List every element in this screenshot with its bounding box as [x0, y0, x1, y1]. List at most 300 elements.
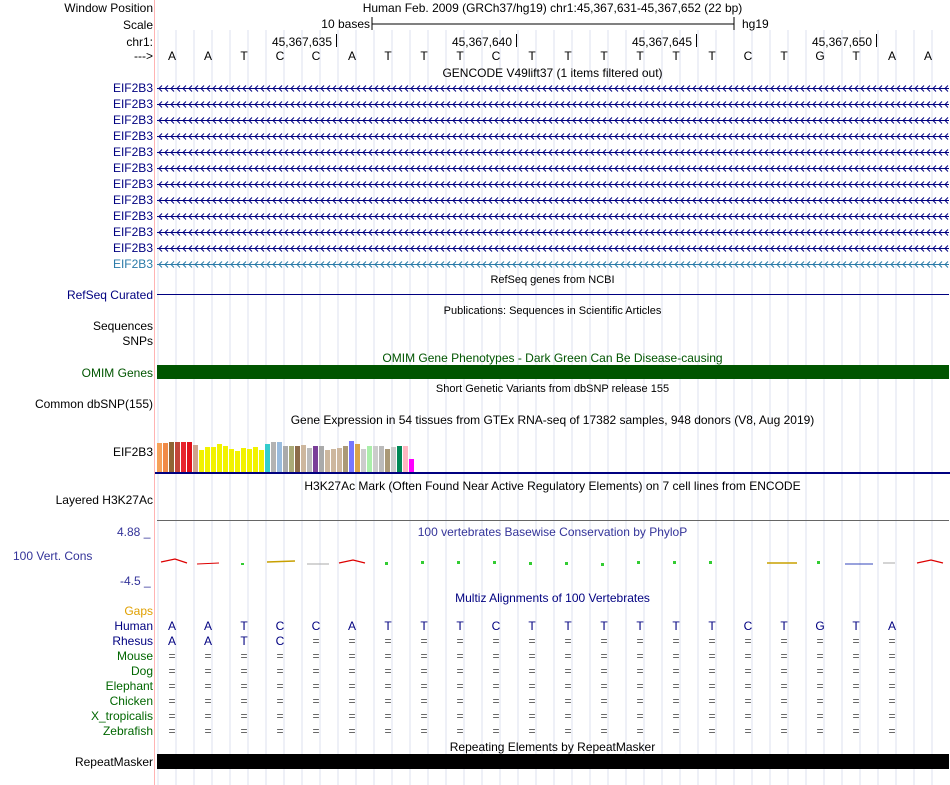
scale-db: hg19 [742, 17, 769, 31]
dbsnp-track-title[interactable]: Short Genetic Variants from dbSNP release 155 [435, 383, 670, 395]
species-label[interactable]: Elephant [105, 679, 153, 693]
alignment-base: = [672, 664, 680, 678]
omim-feature-bar[interactable] [157, 365, 949, 379]
alignment-base: = [420, 634, 428, 648]
scale-text: 10 bases [321, 17, 370, 31]
alignment-base: = [456, 634, 464, 648]
alignment-base: = [312, 694, 320, 708]
gencode-item-label[interactable]: EIF2B3 [112, 161, 153, 175]
alignment-base: T [240, 634, 248, 648]
gtex-tissue-bar[interactable] [265, 444, 270, 472]
sequences-label[interactable]: Sequences [92, 319, 153, 333]
alignment-base: = [708, 724, 716, 738]
alignment-base: = [564, 634, 572, 648]
alignment-base: = [564, 724, 572, 738]
multiz-track-title[interactable]: Multiz Alignments of 100 Vertebrates [455, 591, 650, 605]
alignment-base: = [528, 694, 536, 708]
alignment-base: = [816, 709, 824, 723]
alignment-base: G [815, 619, 825, 633]
alignment-base: = [384, 724, 392, 738]
base-letter: C [491, 49, 501, 63]
alignment-base: = [168, 649, 176, 663]
gtex-tissue-bar[interactable] [325, 450, 330, 472]
coord-tick-mark [876, 34, 877, 47]
gtex-tissue-bar[interactable] [337, 448, 342, 472]
alignment-base: = [636, 694, 644, 708]
gencode-item-label[interactable]: EIF2B3 [112, 113, 153, 127]
alignment-base: = [312, 679, 320, 693]
coord-tick-mark [336, 34, 337, 47]
gaps-label[interactable]: Gaps [124, 604, 153, 618]
gencode-transcript[interactable] [157, 132, 949, 141]
rmsk-feature-bar[interactable] [157, 754, 949, 769]
alignment-base: = [528, 634, 536, 648]
gencode-transcript[interactable] [157, 84, 949, 93]
alignment-base: C [311, 619, 321, 633]
window-position-value[interactable]: Human Feb. 2009 (GRCh37/hg19) chr1:45,367,631-45,367,652 (22 bp) [362, 1, 743, 15]
alignment-base: A [167, 634, 176, 648]
gtex-tissue-bar[interactable] [211, 447, 216, 472]
alignment-base: = [672, 694, 680, 708]
alignment-base: = [240, 694, 248, 708]
alignment-base: = [492, 724, 500, 738]
alignment-base: = [852, 634, 860, 648]
alignment-base: = [492, 679, 500, 693]
alignment-base: = [780, 634, 788, 648]
gtex-tissue-bar[interactable] [373, 446, 378, 472]
alignment-base: = [456, 709, 464, 723]
scale-label: Scale [122, 18, 153, 32]
chrom-label: chr1: [126, 35, 153, 49]
gtex-tissue-bar[interactable] [247, 449, 252, 472]
alignment-base: = [888, 694, 896, 708]
species-label[interactable]: X_tropicalis [90, 709, 153, 723]
gencode-transcript[interactable] [157, 228, 949, 237]
alignment-base: = [348, 679, 356, 693]
gtex-tissue-bar[interactable] [397, 446, 402, 472]
species-label[interactable]: Dog [130, 664, 153, 678]
alignment-base: = [456, 724, 464, 738]
pubs-track-title[interactable]: Publications: Sequences in Scientific Articles [443, 305, 662, 317]
alignment-base: = [168, 724, 176, 738]
alignment-base: A [203, 634, 212, 648]
alignment-base: = [636, 724, 644, 738]
gencode-transcript[interactable] [157, 148, 949, 157]
gtex-tissue-bar[interactable] [235, 451, 240, 472]
alignment-base: = [312, 724, 320, 738]
gtex-tissue-bar[interactable] [409, 459, 414, 472]
gtex-bar-chart[interactable] [157, 428, 537, 472]
base-letter: A [203, 49, 212, 63]
alignment-base: = [708, 709, 716, 723]
alignment-base: = [852, 724, 860, 738]
alignment-base: = [564, 679, 572, 693]
alignment-base: = [600, 664, 608, 678]
alignment-base: = [204, 694, 212, 708]
gtex-tissue-bar[interactable] [223, 446, 228, 472]
gencode-item-label[interactable]: EIF2B3 [112, 225, 153, 239]
gtex-tissue-bar[interactable] [331, 449, 336, 472]
alignment-base: = [384, 649, 392, 663]
alignment-base: A [887, 619, 896, 633]
alignment-base: = [816, 649, 824, 663]
gtex-tissue-bar[interactable] [289, 446, 294, 472]
refseq-label[interactable]: RefSeq Curated [66, 288, 153, 302]
gencode-transcript[interactable] [157, 244, 949, 253]
alignment-base: = [708, 679, 716, 693]
base-letter: A [887, 49, 896, 63]
alignment-base: C [743, 619, 753, 633]
gtex-tissue-bar[interactable] [229, 449, 234, 472]
coord-tick-mark [516, 34, 517, 47]
gtex-tissue-bar[interactable] [301, 445, 306, 472]
alignment-base: = [420, 679, 428, 693]
alignment-base: = [240, 679, 248, 693]
gtex-tissue-bar[interactable] [163, 443, 168, 472]
alignment-base: = [600, 709, 608, 723]
cons-wiggle[interactable] [157, 555, 949, 569]
alignment-base: = [456, 649, 464, 663]
gtex-tissue-bar[interactable] [169, 442, 174, 472]
gtex-tissue-bar[interactable] [313, 446, 318, 472]
alignment-base: T [780, 619, 788, 633]
gtex-tissue-bar[interactable] [319, 446, 324, 472]
h3k27-track-title[interactable]: H3K27Ac Mark (Often Found Near Active Regulatory Elements) on 7 cell lines from ENCODE [304, 479, 801, 493]
snps-label[interactable]: SNPs [122, 334, 153, 348]
gencode-transcript[interactable] [157, 116, 949, 125]
alignment-base: = [744, 664, 752, 678]
gencode-transcript[interactable] [157, 100, 949, 109]
alignment-base: T [564, 619, 572, 633]
base-letter: T [564, 49, 572, 63]
alignment-base: = [204, 709, 212, 723]
alignment-base: = [528, 724, 536, 738]
h3k27-label[interactable]: Layered H3K27Ac [55, 493, 153, 507]
alignment-base: = [600, 649, 608, 663]
alignment-base: = [744, 724, 752, 738]
alignment-base: = [744, 694, 752, 708]
base-letter: T [672, 49, 680, 63]
alignment-base: = [492, 664, 500, 678]
alignment-base: = [348, 724, 356, 738]
species-label[interactable]: Mouse [116, 649, 153, 663]
alignment-base: = [276, 709, 284, 723]
alignment-base: = [888, 679, 896, 693]
alignment-base: = [708, 634, 716, 648]
alignment-base: = [276, 724, 284, 738]
gtex-tissue-bar[interactable] [193, 445, 198, 472]
gencode-transcript[interactable] [157, 260, 949, 269]
alignment-base: = [780, 649, 788, 663]
alignment-base: = [456, 694, 464, 708]
gtex-tissue-bar[interactable] [259, 450, 264, 472]
gtex-tissue-bar[interactable] [343, 446, 348, 472]
gtex-tissue-bar[interactable] [187, 442, 192, 472]
alignment-base: = [348, 649, 356, 663]
gtex-tissue-bar[interactable] [271, 442, 276, 472]
alignment-base: = [672, 634, 680, 648]
base-letter: T [456, 49, 464, 63]
alignment-base: = [240, 664, 248, 678]
alignment-base: = [276, 649, 284, 663]
alignment-base: T [600, 619, 608, 633]
gtex-tissue-bar[interactable] [241, 448, 246, 472]
alignment-base: = [564, 694, 572, 708]
alignment-base: = [384, 694, 392, 708]
window-position-label: Window Position [64, 1, 153, 15]
alignment-base: = [744, 649, 752, 663]
alignment-base: = [420, 724, 428, 738]
gtex-tissue-bar[interactable] [391, 447, 396, 472]
alignment-base: = [348, 634, 356, 648]
alignment-base: T [672, 619, 680, 633]
alignment-base: = [492, 634, 500, 648]
cons-min: -4.5 _ [120, 574, 151, 588]
gtex-tissue-bar[interactable] [307, 448, 312, 472]
coord-tick-mark [696, 34, 697, 47]
alignment-base: = [240, 724, 248, 738]
gtex-tissue-bar[interactable] [181, 442, 186, 472]
gencode-item-label[interactable]: EIF2B3 [112, 81, 153, 95]
alignment-base: = [204, 679, 212, 693]
coord-tick-label: 45,367,645 [631, 35, 692, 49]
alignment-base: = [816, 634, 824, 648]
gtex-tissue-bar[interactable] [217, 444, 222, 472]
cons-label[interactable]: 100 Vert. Cons [13, 549, 93, 563]
coord-tick-label: 45,367,635 [271, 35, 332, 49]
alignment-base: = [348, 664, 356, 678]
base-letter: T [852, 49, 860, 63]
alignment-base: T [636, 619, 644, 633]
gtex-tissue-bar[interactable] [199, 450, 204, 472]
alignment-base: = [816, 694, 824, 708]
gtex-label[interactable]: EIF2B3 [112, 445, 153, 459]
alignment-base: = [600, 679, 608, 693]
gtex-tissue-bar[interactable] [355, 444, 360, 472]
alignment-base: = [672, 679, 680, 693]
alignment-base: = [636, 679, 644, 693]
base-letter: A [167, 49, 176, 63]
alignment-base: = [852, 649, 860, 663]
alignment-base: = [492, 649, 500, 663]
alignment-base: = [852, 694, 860, 708]
alignment-base: A [203, 619, 212, 633]
gencode-transcript[interactable] [157, 164, 949, 173]
gencode-track-title[interactable]: GENCODE V49lift37 (1 items filtered out) [442, 66, 663, 80]
alignment-base: = [240, 709, 248, 723]
alignment-base: = [348, 694, 356, 708]
alignment-base: A [347, 619, 356, 633]
coord-tick-label: 45,367,650 [811, 35, 872, 49]
alignment-base: = [708, 664, 716, 678]
base-letter: T [240, 49, 248, 63]
alignment-base: = [672, 649, 680, 663]
alignment-base: = [780, 709, 788, 723]
species-label[interactable]: Rhesus [112, 634, 153, 648]
alignment-base: = [816, 724, 824, 738]
base-letter: C [743, 49, 753, 63]
base-letter: A [923, 49, 932, 63]
gtex-baseline [155, 472, 950, 474]
alignment-base: = [456, 664, 464, 678]
alignment-base: T [240, 619, 248, 633]
base-letter: T [528, 49, 536, 63]
alignment-base: = [780, 664, 788, 678]
alignment-base: = [312, 664, 320, 678]
alignment-base: = [564, 709, 572, 723]
gencode-item-label[interactable]: EIF2B3 [112, 177, 153, 191]
alignment-base: = [600, 694, 608, 708]
alignment-base: = [348, 709, 356, 723]
alignment-base: C [275, 634, 285, 648]
alignment-base: = [600, 634, 608, 648]
refseq-track-title[interactable]: RefSeq genes from NCBI [490, 274, 615, 286]
base-letter: C [311, 49, 321, 63]
gencode-item-label[interactable]: EIF2B3 [112, 193, 153, 207]
species-label[interactable]: Zebrafish [102, 724, 153, 738]
alignment-base: = [600, 724, 608, 738]
alignment-base: = [780, 694, 788, 708]
alignment-base: T [708, 619, 716, 633]
gencode-transcript[interactable] [157, 180, 949, 189]
alignment-base: = [672, 724, 680, 738]
alignment-base: = [492, 694, 500, 708]
base-letter: T [384, 49, 392, 63]
gencode-transcript[interactable] [157, 212, 949, 221]
alignment-base: = [168, 664, 176, 678]
gtex-track-title[interactable]: Gene Expression in 54 tissues from GTEx RNA-seq of 17382 samples, 948 donors (V8, Aug 2019) [290, 413, 815, 427]
gtex-tissue-bar[interactable] [385, 449, 390, 472]
alignment-base: = [312, 649, 320, 663]
alignment-base: = [888, 709, 896, 723]
alignment-base: = [168, 709, 176, 723]
alignment-base: = [888, 664, 896, 678]
alignment-base: T [384, 619, 392, 633]
gtex-tissue-bar[interactable] [379, 446, 384, 472]
alignment-base: T [528, 619, 536, 633]
gtex-tissue-bar[interactable] [157, 443, 162, 472]
gtex-tissue-bar[interactable] [367, 446, 372, 472]
alignment-base: = [888, 634, 896, 648]
strand-label: ---> [134, 49, 153, 63]
alignment-base: C [275, 619, 285, 633]
alignment-base: = [780, 679, 788, 693]
rmsk-label[interactable]: RepeatMasker [74, 755, 153, 769]
gtex-tissue-bar[interactable] [175, 442, 180, 472]
alignment-base: = [744, 679, 752, 693]
alignment-base: = [384, 664, 392, 678]
gtex-tissue-bar[interactable] [205, 447, 210, 472]
alignment-base: = [312, 709, 320, 723]
alignment-base: = [708, 649, 716, 663]
alignment-base: = [708, 694, 716, 708]
alignment-base: T [420, 619, 428, 633]
alignment-base: = [420, 664, 428, 678]
refseq-line [157, 294, 949, 295]
omim-label[interactable]: OMIM Genes [81, 366, 153, 380]
alignment-base: = [636, 649, 644, 663]
alignment-base: = [888, 724, 896, 738]
alignment-base: T [456, 619, 464, 633]
rmsk-track-title[interactable]: Repeating Elements by RepeatMasker [449, 740, 656, 754]
alignment-base: = [636, 664, 644, 678]
alignment-base: = [276, 694, 284, 708]
cons-track-title[interactable]: 100 vertebrates Basewise Conservation by PhyloP [417, 525, 688, 539]
alignment-base: = [204, 724, 212, 738]
alignment-base: = [384, 679, 392, 693]
base-letter: A [347, 49, 356, 63]
alignment-base: = [528, 664, 536, 678]
alignment-base: = [492, 709, 500, 723]
gtex-tissue-bar[interactable] [283, 446, 288, 472]
alignment-base: = [312, 634, 320, 648]
alignment-base: = [672, 709, 680, 723]
alignment-base: = [564, 649, 572, 663]
gencode-transcript[interactable] [157, 196, 949, 205]
h3k27-baseline [157, 520, 949, 521]
base-letter: T [636, 49, 644, 63]
alignment-base: = [276, 664, 284, 678]
alignment-base: = [852, 709, 860, 723]
base-letter: T [420, 49, 428, 63]
alignment-base: = [420, 709, 428, 723]
alignment-base: = [888, 649, 896, 663]
gencode-item-label[interactable]: EIF2B3 [112, 209, 153, 223]
alignment-base: = [528, 709, 536, 723]
base-letter: T [600, 49, 608, 63]
alignment-base: = [780, 724, 788, 738]
alignment-base: = [456, 679, 464, 693]
alignment-base: = [636, 709, 644, 723]
alignment-base: T [852, 619, 860, 633]
alignment-base: = [384, 709, 392, 723]
alignment-base: = [420, 649, 428, 663]
gtex-tissue-bar[interactable] [403, 446, 408, 472]
base-letter: T [780, 49, 788, 63]
gtex-tissue-bar[interactable] [349, 441, 354, 472]
omim-track-title[interactable]: OMIM Gene Phenotypes - Dark Green Can Be Disease-causing [382, 351, 723, 365]
dbsnp-label[interactable]: Common dbSNP(155) [34, 397, 153, 411]
gencode-item-label[interactable]: EIF2B3 [112, 97, 153, 111]
alignment-base: C [491, 619, 501, 633]
alignment-base: = [816, 664, 824, 678]
alignment-base: = [168, 679, 176, 693]
gencode-item-label[interactable]: EIF2B3 [112, 145, 153, 159]
gencode-item-label[interactable]: EIF2B3 [112, 257, 153, 271]
base-letter: G [815, 49, 825, 63]
gtex-tissue-bar[interactable] [277, 442, 282, 472]
cons-max: 4.88 _ [117, 525, 151, 539]
alignment-base: = [384, 634, 392, 648]
base-letter: T [708, 49, 716, 63]
gencode-item-label[interactable]: EIF2B3 [112, 129, 153, 143]
alignment-base: = [420, 694, 428, 708]
species-label[interactable]: Chicken [109, 694, 153, 708]
alignment-base: = [852, 679, 860, 693]
gtex-tissue-bar[interactable] [295, 446, 300, 472]
gencode-item-label[interactable]: EIF2B3 [112, 241, 153, 255]
alignment-base: = [816, 679, 824, 693]
gtex-tissue-bar[interactable] [253, 447, 258, 472]
gtex-tissue-bar[interactable] [361, 449, 366, 472]
alignment-base: A [167, 619, 176, 633]
species-label[interactable]: Human [114, 619, 153, 633]
coord-tick-label: 45,367,640 [451, 35, 512, 49]
scale-bar [370, 16, 740, 32]
alignment-base: = [528, 649, 536, 663]
alignment-base: = [168, 694, 176, 708]
alignment-base: = [204, 649, 212, 663]
